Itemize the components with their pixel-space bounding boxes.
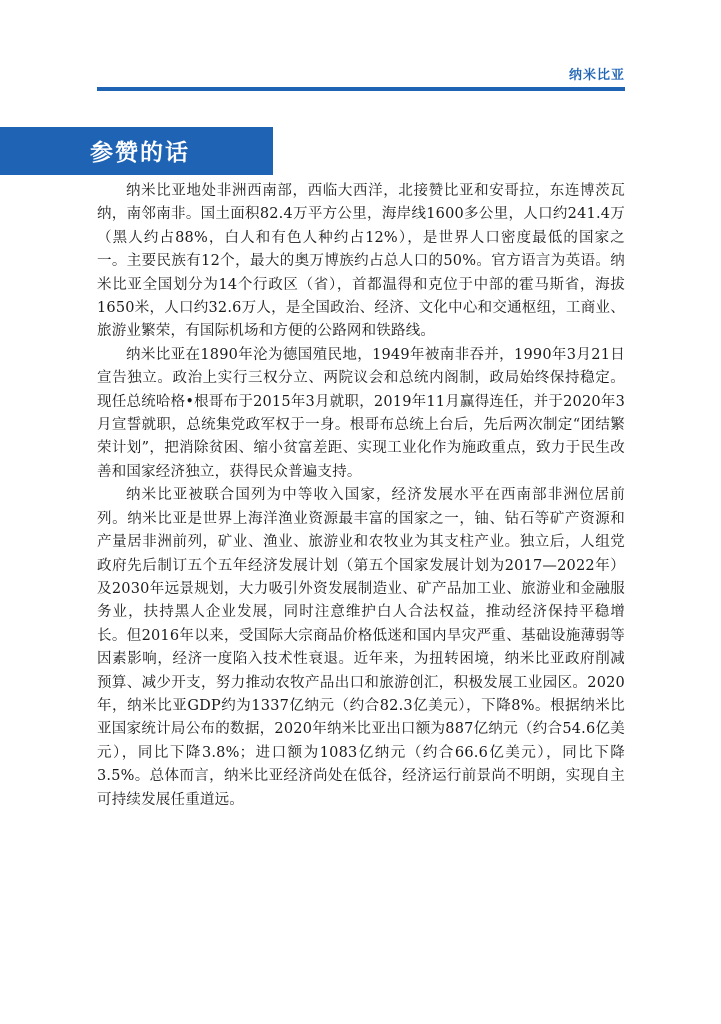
paragraph-politics: 纳米比亚在1890年沦为德国殖民地，1949年被南非吞并，1990年3月21日宣告独立。政治上实行三权分立、两院议会和总统内阁制，政局始终保持稳定。现任总统哈格•根哥布于2015年3月就职，2019年11月赢得连任，并于2020年3月宣誓就职，总统集党政军权于一身。根哥布总统上台后，先后两次制定“团结繁荣计划”，把消除贫困、缩小贫富差距、实现工业化作为施政重点，致力于民生改善和国家经济独立，获得民众普遍支持。 [97,346,625,480]
section-title: 参赞的话 [90,140,190,166]
body-text [97,180,625,812]
header-rule [97,87,625,91]
running-header-title: 纳米比亚 [568,68,625,83]
section-title-band [0,127,273,175]
paragraph-economy: 纳米比亚被联合国列为中等收入国家，经济发展水平在西南部非洲位居前列。纳米比亚是世界上海洋渔业资源最丰富的国家之一，铀、钻石等矿产资源和产量居非洲前列，矿业、渔业、旅游业和农牧业为其支柱产业。独立后，人组党政府先后制订五个五年经济发展计划（第五个国家发展计划为2017—2022年）及2030年远景规划，大力吸引外资发展制造业、矿产品加工业、旅游业和金融服务业，扶持黑人企业发展，同时注意维护白人合法权益，推动经济保持平稳增长。但2016年以来，受国际大宗商品价格低迷和国内旱灾严重、基础设施薄弱等因素影响，经济一度陷入技术性衰退。近年来，为扭转困境，纳米比亚政府削减预算、减少开支，努力推动农牧产品出口和旅游创汇，积极发展工业园区。2020年，纳米比亚GDP约为1337亿纳元（约合82.3亿美元），下降8%。根据纳米比亚国家统计局公布的数据，2020年纳米比亚出口额为887亿纳元（约合54.6亿美元），同比下降3.8%；进口额为1083亿纳元（约合66.6亿美元），同比下降3.5%。总体而言，纳米比亚经济尚处在低谷，经济运行前景尚不明朗，实现自主可持续发展任重道远。 [97,487,625,808]
paragraph-geography: 纳米比亚地处非洲西南部，西临大西洋，北接赞比亚和安哥拉，东连博茨瓦纳，南邻南非。国土面积82.4万平方公里，海岸线1600多公里，人口约241.4万（黑人约占88%，白人和有色人种约占12%），是世界人口密度最低的国家之一。主要民族有12个，最大的奥万博族约占总人口的50%。官方语言为英语。纳米比亚全国划分为14个行政区（省），首都温得和克位于中部的霍马斯省，海拔1650米，人口约32.6万人，是全国政治、经济、文化中心和交通枢纽，工商业、旅游业繁荣，有国际机场和方便的公路网和铁路线。 [97,183,625,340]
